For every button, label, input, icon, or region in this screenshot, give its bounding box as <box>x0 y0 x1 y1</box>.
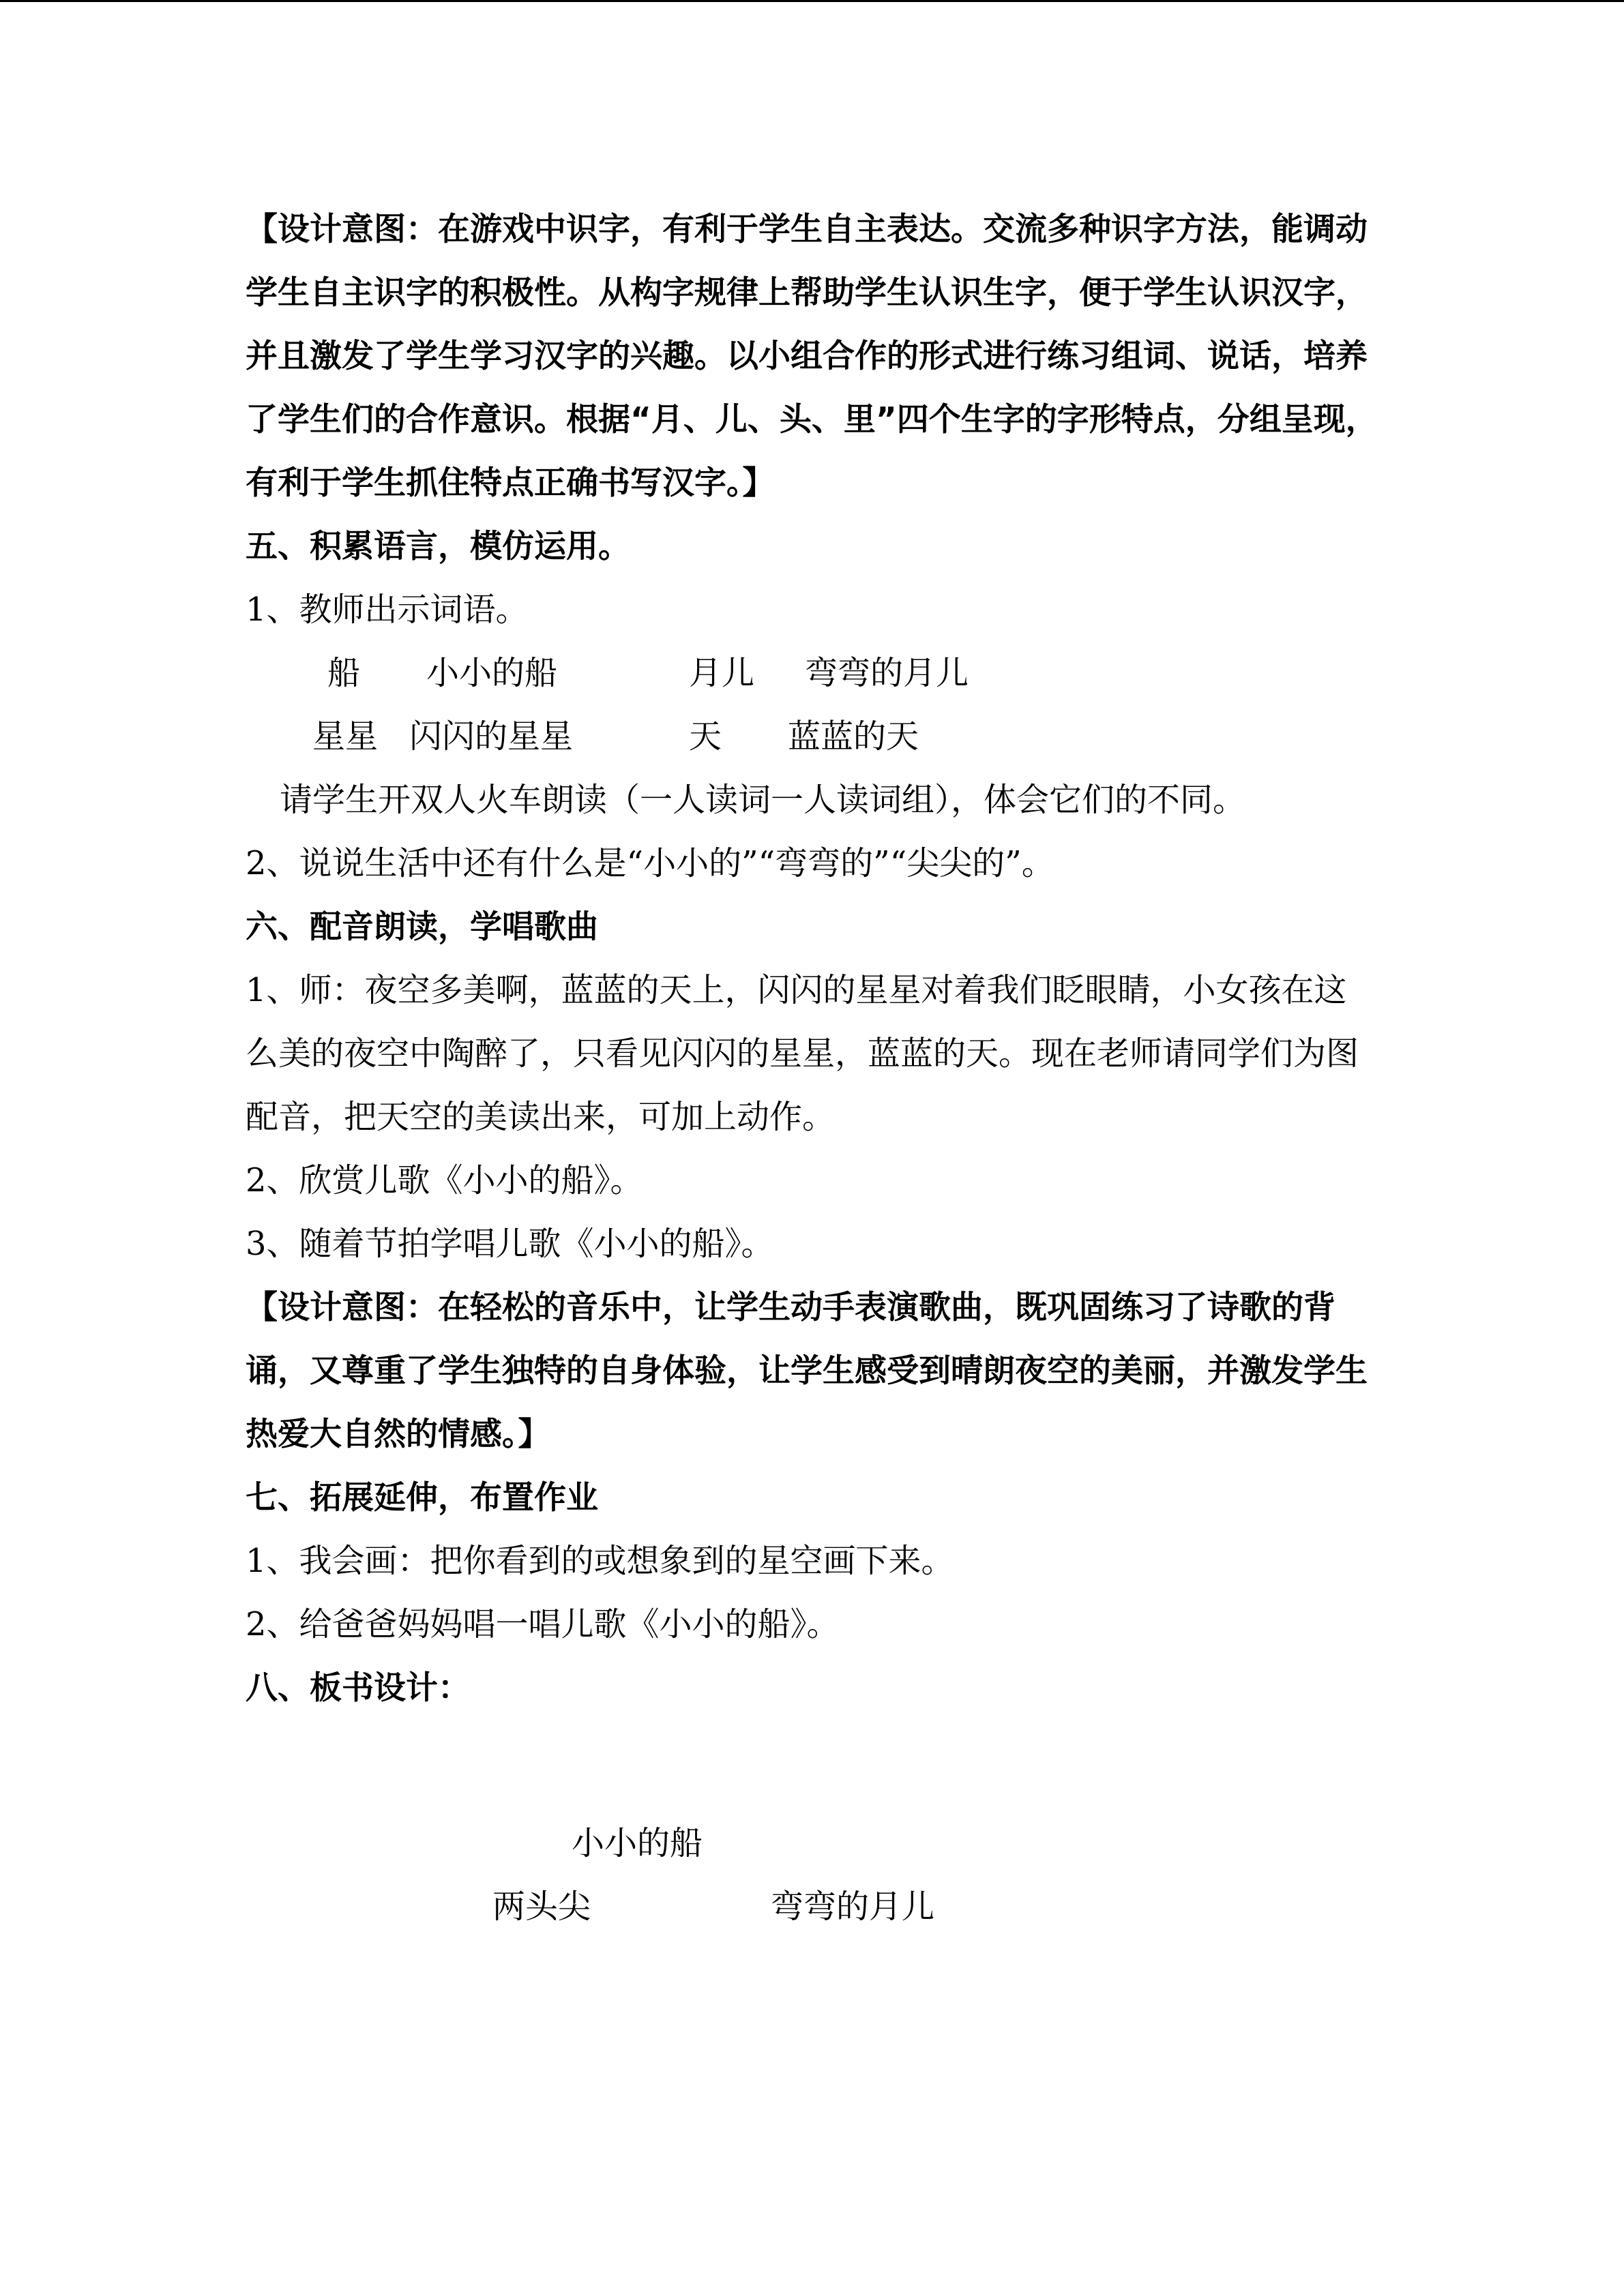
section-7-heading: 七、拓展延伸，布置作业 <box>246 1479 598 1517</box>
word-row-2 <box>246 705 1378 769</box>
phrase-curved-moon: 弯弯的月儿 <box>805 654 969 692</box>
word-boat: 船 <box>327 654 361 692</box>
section-6-item-2: 2、欣赏儿歌《小小的船》。 <box>246 1161 643 1199</box>
section-5-heading: 五、积累语言，模仿运用。 <box>246 528 630 565</box>
board-right: 弯弯的月儿 <box>771 1888 935 1926</box>
board-title: 小小的船 <box>572 1824 703 1862</box>
section-5-instruction: 请学生开双人火车朗读（一人读词一人读词组），体会它们的不同。 <box>280 781 1246 819</box>
section-6-heading: 六、配音朗读，学唱歌曲 <box>246 908 598 946</box>
design-intent-2: 【设计意图：在轻松的音乐中，让学生动手表演歌曲，既巩固练习了诗歌的背诵，又尊重了学生独特的自身体验，让学生感受到晴朗夜空的美丽，并激发学生热爱大自然的情感。】 <box>246 1289 1368 1453</box>
phrase-small-boat: 小小的船 <box>426 654 558 692</box>
document-page <box>246 198 1378 1924</box>
phrase-twinkling-stars: 闪闪的星星 <box>409 717 574 756</box>
section-8-heading: 八、板书设计： <box>246 1669 470 1707</box>
word-row-1 <box>246 642 1378 705</box>
word-moon: 月儿 <box>689 654 755 692</box>
board-left: 两头尖 <box>492 1888 591 1926</box>
word-star: 星星 <box>312 717 379 756</box>
design-intent-1: 【设计意图：在游戏中识字，有利于学生自主表达。交流多种识字方法，能调动学生自主识字的积极性。从构字规律上帮助学生认识生字，便于学生认识汉字，并且激发了学生学习汉字的兴趣。以小组合作的形式进行练习组词、说话，培养了学生们的合作意识。根据“月、儿、头、里”四个生字的字形特点，分组呈现，有利于学生抓住特点正确书写汉字。】 <box>246 211 1378 502</box>
word-sky: 天 <box>689 717 722 756</box>
section-7-item-2: 2、给爸爸妈妈唱一唱儿歌《小小的船》。 <box>246 1605 840 1643</box>
section-6-item-3: 3、随着节拍学唱儿歌《小小的船》。 <box>246 1225 774 1263</box>
phrase-blue-sky: 蓝蓝的天 <box>788 717 919 756</box>
blackboard-design <box>246 1720 1378 1924</box>
section-5-item-1: 1、教师出示词语。 <box>246 591 529 629</box>
section-5-item-2: 2、说说生活中还有什么是“小小的”“弯弯的”“尖尖的”。 <box>246 844 1054 882</box>
section-7-item-1: 1、我会画：把你看到的或想象到的星空画下来。 <box>246 1542 954 1580</box>
page-top-rule <box>0 0 1624 2</box>
section-6-item-1: 1、师：夜空多美啊，蓝蓝的天上，闪闪的星星对着我们眨眼睛，小女孩在这么美的夜空中陶醉了，只看见闪闪的星星，蓝蓝的天。现在老师请同学们为图配音，把天空的美读出来，可加上动作。 <box>246 971 1359 1136</box>
